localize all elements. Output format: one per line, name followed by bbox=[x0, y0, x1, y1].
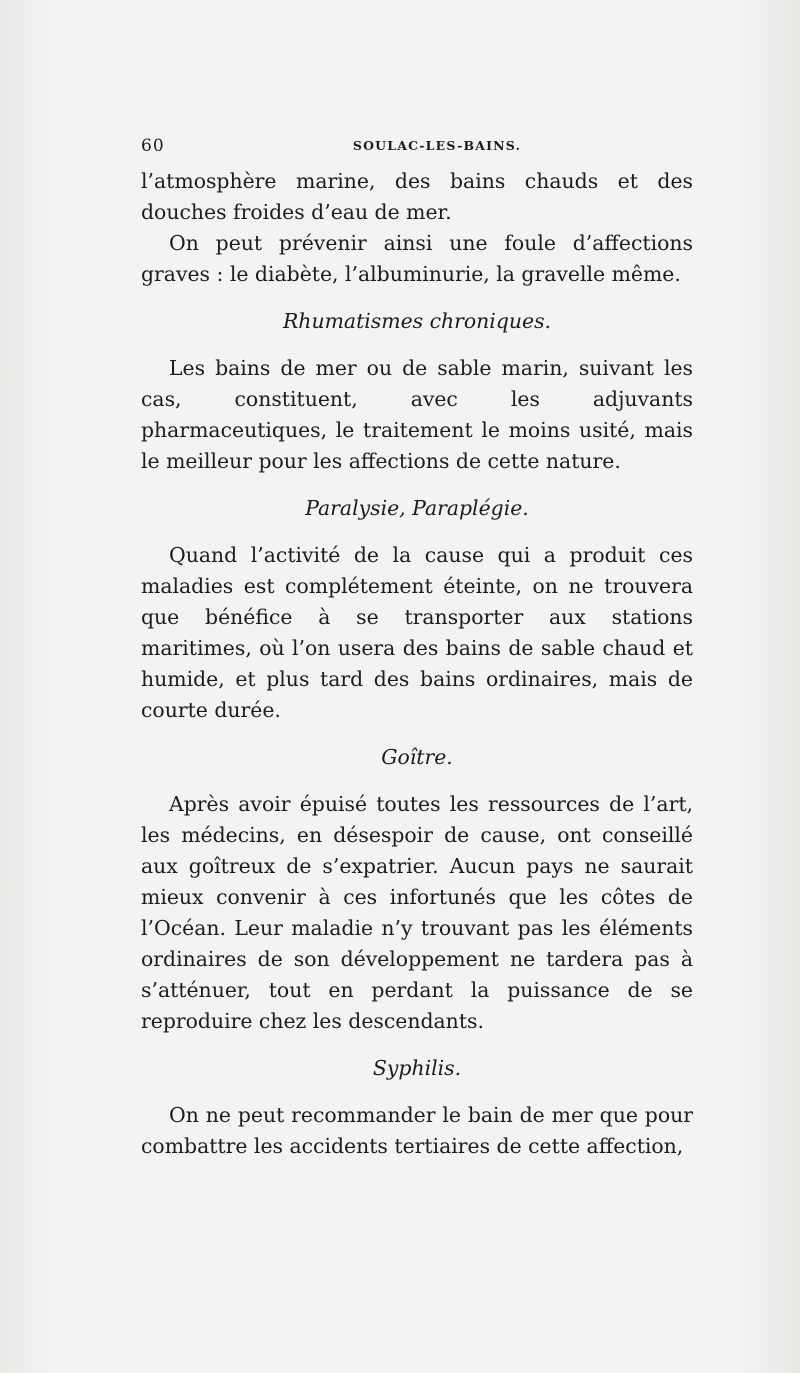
paragraph: On peut prévenir ainsi une foule d’affections graves : le diabète, l’albuminurie, la gravelle même. bbox=[141, 231, 693, 286]
body-text bbox=[141, 166, 693, 1162]
page-number: 60 bbox=[141, 136, 165, 156]
spacer bbox=[141, 726, 693, 742]
paragraph: l’atmosphère marine, des bains chauds et des douches froides d’eau de mer. bbox=[141, 169, 693, 224]
section-heading: Syphilis. bbox=[372, 1056, 462, 1080]
spacer bbox=[141, 524, 693, 540]
running-title: SOULAC-LES-BAINS. bbox=[352, 138, 522, 153]
spacer bbox=[141, 1037, 693, 1053]
section-heading: Goître. bbox=[381, 745, 453, 769]
paragraph: Après avoir épuisé toutes les ressources de l’art, les médecins, en désespoir de cause, ont conseillé aux goîtreux de s’expatrier. Aucun pays ne saurait mieux convenir à ces infortunés que les côtes de l’Océan. Leur maladie n’y trouvant pas les éléments ordinaires de son développement ne tardera pas à s’atténuer, tout en perdant la puissance de se reproduire chez les descendants. bbox=[141, 792, 693, 1033]
paragraph: On ne peut recommander le bain de mer que pour combattre les accidents tertiaires de cette affection, bbox=[141, 1103, 693, 1158]
spacer bbox=[141, 1084, 693, 1100]
spacer bbox=[141, 337, 693, 353]
page-header bbox=[141, 136, 693, 162]
spacer bbox=[141, 290, 693, 306]
paragraph: Quand l’activité de la cause qui a produit ces maladies est complétement éteinte, on ne trouvera que bénéfice à se transporter aux stations maritimes, où l’on usera des bains de sable chaud et humide, et plus tard des bains ordinaires, mais de courte durée. bbox=[141, 543, 693, 722]
section-heading: Paralysie, Paraplégie. bbox=[305, 496, 529, 520]
paragraph: Les bains de mer ou de sable marin, suivant les cas, constituent, avec les adjuvants pharmaceutiques, le traitement le moins usité, mais le meilleur pour les affections de cette nature. bbox=[141, 356, 693, 473]
spacer bbox=[141, 477, 693, 493]
spacer bbox=[141, 773, 693, 789]
section-heading: Rhumatismes chroniques. bbox=[282, 309, 552, 333]
